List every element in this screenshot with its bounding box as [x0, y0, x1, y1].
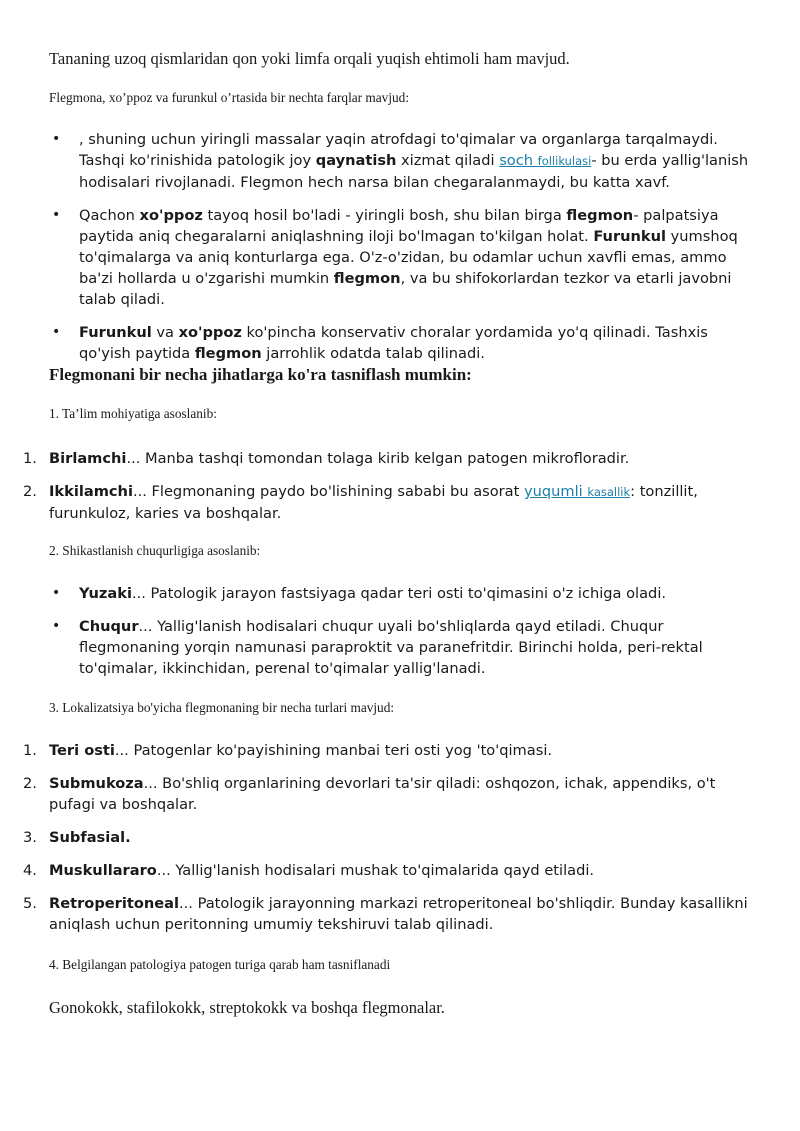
bullet-icon: • [52, 131, 61, 147]
section-2-title: 2. Shikastlanish chuqurligiga asoslanib: [49, 543, 261, 558]
section-1-list [23, 448, 759, 524]
list-item: 3. Subfasial. [23, 829, 131, 846]
section-4-title: 4. Belgilangan patologiya patogen turiga qarab ham tasniflanadi [49, 957, 391, 972]
list-item: • Yuzaki... Patologik jarayon fastsiyaga qadar teri osti to'qimasini o'z ichiga oladi. [52, 585, 667, 602]
bullet-icon: • [52, 207, 61, 223]
list-item: 1. Teri osti... Patogenlar ko'payishining manbai teri osti yog 'to'qimasi. [23, 742, 553, 759]
list-item: • Qachon xo'ppoz tayoq hosil bo'ladi - yiringli bosh, shu bilan birga flegmon- palpatsiya paytida aniq chegaralarni aniqlashning iloji bo'lmagan to'kilgan holat. Furunkul yumshoq to'qimalarga va aniq konturlarga ega. O'z-o'zidan, bu odamlar uchun xavfli emas, ammo ba'zi hollarda u o'zgarishi mumkin flegmon, va bu shifokorlardan tezkor va etarli javobni talab qiladi. [52, 207, 738, 308]
infectious-disease-link[interactable]: yuqumli kasallik [523, 483, 631, 500]
intro-paragraph: Tananing uzoq qismlaridan qon yoki limfa orqali yuqish ehtimoli ham mavjud. [49, 49, 570, 68]
list-item: 2. Submukoza... Bo'shliq organlarining devorlari ta'sir qiladi: oshqozon, ichak, appendiks, o't pufagi va boshqalar. [23, 775, 716, 813]
differences-list [52, 129, 759, 364]
hair-follicle-link[interactable]: soch follikulasi [499, 152, 592, 169]
bullet-icon: • [52, 585, 61, 601]
section-3-title: 3. Lokalizatsiya bo'yicha flegmonaning bir necha turlari mavjud: [49, 700, 395, 715]
list-item: • Chuqur... Yallig'lanish hodisalari chuqur uyali bo'shliqlarda qayd etiladi. Chuqur flegmonaning yorqin namunasi paraproktit va paranefritdir. Birinchi holda, peri-rektal to'qimalar, ikkinchidan, perenal to'qimalar yallig'lanadi. [52, 618, 703, 677]
list-item: 1. Birlamchi... Manba tashqi tomondan tolaga kirib kelgan patogen mikrofloradir. [23, 450, 630, 467]
list-item: • , shuning uchun yiringli massalar yaqin atrofdagi to'qimalar va organlarga tarqalmaydi. Tashqi ko'rinishida patologik joy qaynatish xizmat qiladi soch follikulasi- bu erda yallig'lanish hodisalari rivojlanadi. Flegmon hech narsa bilan chegaralanmaydi, bu katta xavf. [52, 131, 749, 191]
list-item: 4. Muskullararo... Yallig'lanish hodisalari mushak to'qimalarida qayd etiladi. [23, 862, 595, 879]
differences-heading: Flegmona, xo’ppoz va furunkul o’rtasida bir nechta farqlar mavjud: [49, 90, 410, 105]
list-item: • Furunkul va xo'ppoz ko'pincha konservativ choralar yordamida yo'q qilinadi. Tashxis qo'yish paytida flegmon jarrohlik odatda talab qilinadi. [52, 324, 708, 362]
classification-heading: Flegmonani bir necha jihatlarga ko'ra tasniflash mumkin: [49, 365, 472, 384]
section-1-title: 1. Ta’lim mohiyatiga asoslanib: [49, 406, 217, 421]
section-4-text: Gonokokk, stafilokokk, streptokokk va boshqa flegmonalar. [49, 998, 445, 1017]
list-item: 2. Ikkilamchi... Flegmonaning paydo bo'lishining sababi bu asorat yuqumli kasallik: tonzillit, furunkuloz, karies va boshqalar. [23, 483, 698, 522]
section-3-list [23, 740, 759, 935]
bullet-icon: • [52, 324, 61, 340]
list-item: 5. Retroperitoneal... Patologik jarayonning markazi retroperitoneal bo'shliqdir. Bunday kasallikni aniqlash uchun peritonning umumiy tekshiruvi talab qilinadi. [23, 895, 748, 933]
bullet-icon: • [52, 618, 61, 634]
section-2-list [52, 583, 759, 679]
